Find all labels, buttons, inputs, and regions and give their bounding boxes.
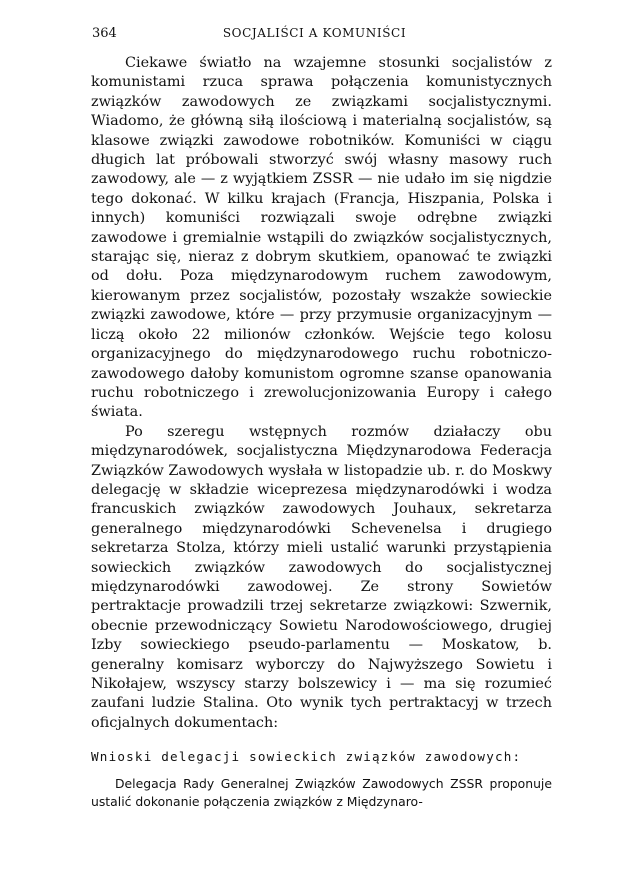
closing-block (91, 775, 552, 811)
section-heading: Wnioski delegacji sowieckich związków zawodowych: (91, 749, 522, 764)
paragraph-2: Po szeregu wstępnych rozmów działaczy obu międzynarodówek, socjalistyczna Międzynarodowa Federacja Związków Zawodowych wysłała w listopadzie ub. r. do Moskwy delegację w składzie wiceprezesa międzynarodówki i wodza francuskich związków zawodowych Jouhaux, sekretarza generalnego międzynarodówki Schevenelsa i drugiego sekretarza Stolza, którzy mieli ustalić warunki przystąpienia sowieckich związków zawodowych do socjalistycznej międzynarodówki zawodowej. Ze strony Sowietów pertraktacje prowadzili trzej sekretarze związkowi: Szwernik, obecnie przewodniczący Sowietu Narodowościowego, drugiej Izby sowieckiego pseudo-parlamentu — Moskatow, b. generalny komisarz wyborczy do Najwyższego Sowietu i Nikołajew, wszyscy starzy bolszewicy i — ma się rozumieć zaufani ludzie Stalina. Oto wynik tych pertraktacyj w trzech oficjalnych dokumentach: (91, 423, 552, 731)
paragraph-1: Ciekawe światło na wzajemne stosunki socjalistów z komunistami rzuca sprawa połączenia komunistycznych związków zawodowych ze związkami socjalistycznymi. Wiadomo, że główną siłą ilościową i materialną socjalistów, są klasowe związki zawodowe robotników. Komuniści w ciągu długich lat próbowali stworzyć swój własny masowy ruch zawodowy, ale — z wyjątkiem ZSSR — nie udało im się nigdzie tego dokonać. W kilku krajach (Francja, Hiszpania, Polska i innych) komuniści rozwiązali swoje odrębne związki zawodowe i gremialnie wstąpili do związków socjalistycznych, starając się, nieraz z dobrym skutkiem, opanować te związki od dołu. Poza międzynarodowym ruchem zawodowym, kierowanym przez socjalistów, pozostały wszakże sowieckie związki zawodowe, które — przy przymusie organizacyjnym — liczą około 22 milionów członków. Wejście tego kolosu organizacyjnego do międzynarodowego ruchu robotniczo-zawodowego dałoby komunistom ogromne szanse opanowania ruchu robotniczego i zrewolucjonizowania Europy i całego świata. (91, 55, 552, 421)
body-text (91, 54, 552, 733)
closing-paragraph: Delegacja Rady Generalnej Związków Zawodowych ZSSR proponuje ustalić dokonanie połączenia związków z Międzynaro- (91, 776, 552, 809)
page-header (0, 26, 629, 46)
page-number: 364 (92, 26, 117, 41)
running-title: SOCJALIŚCI A KOMUNIŚCI (222, 26, 407, 40)
